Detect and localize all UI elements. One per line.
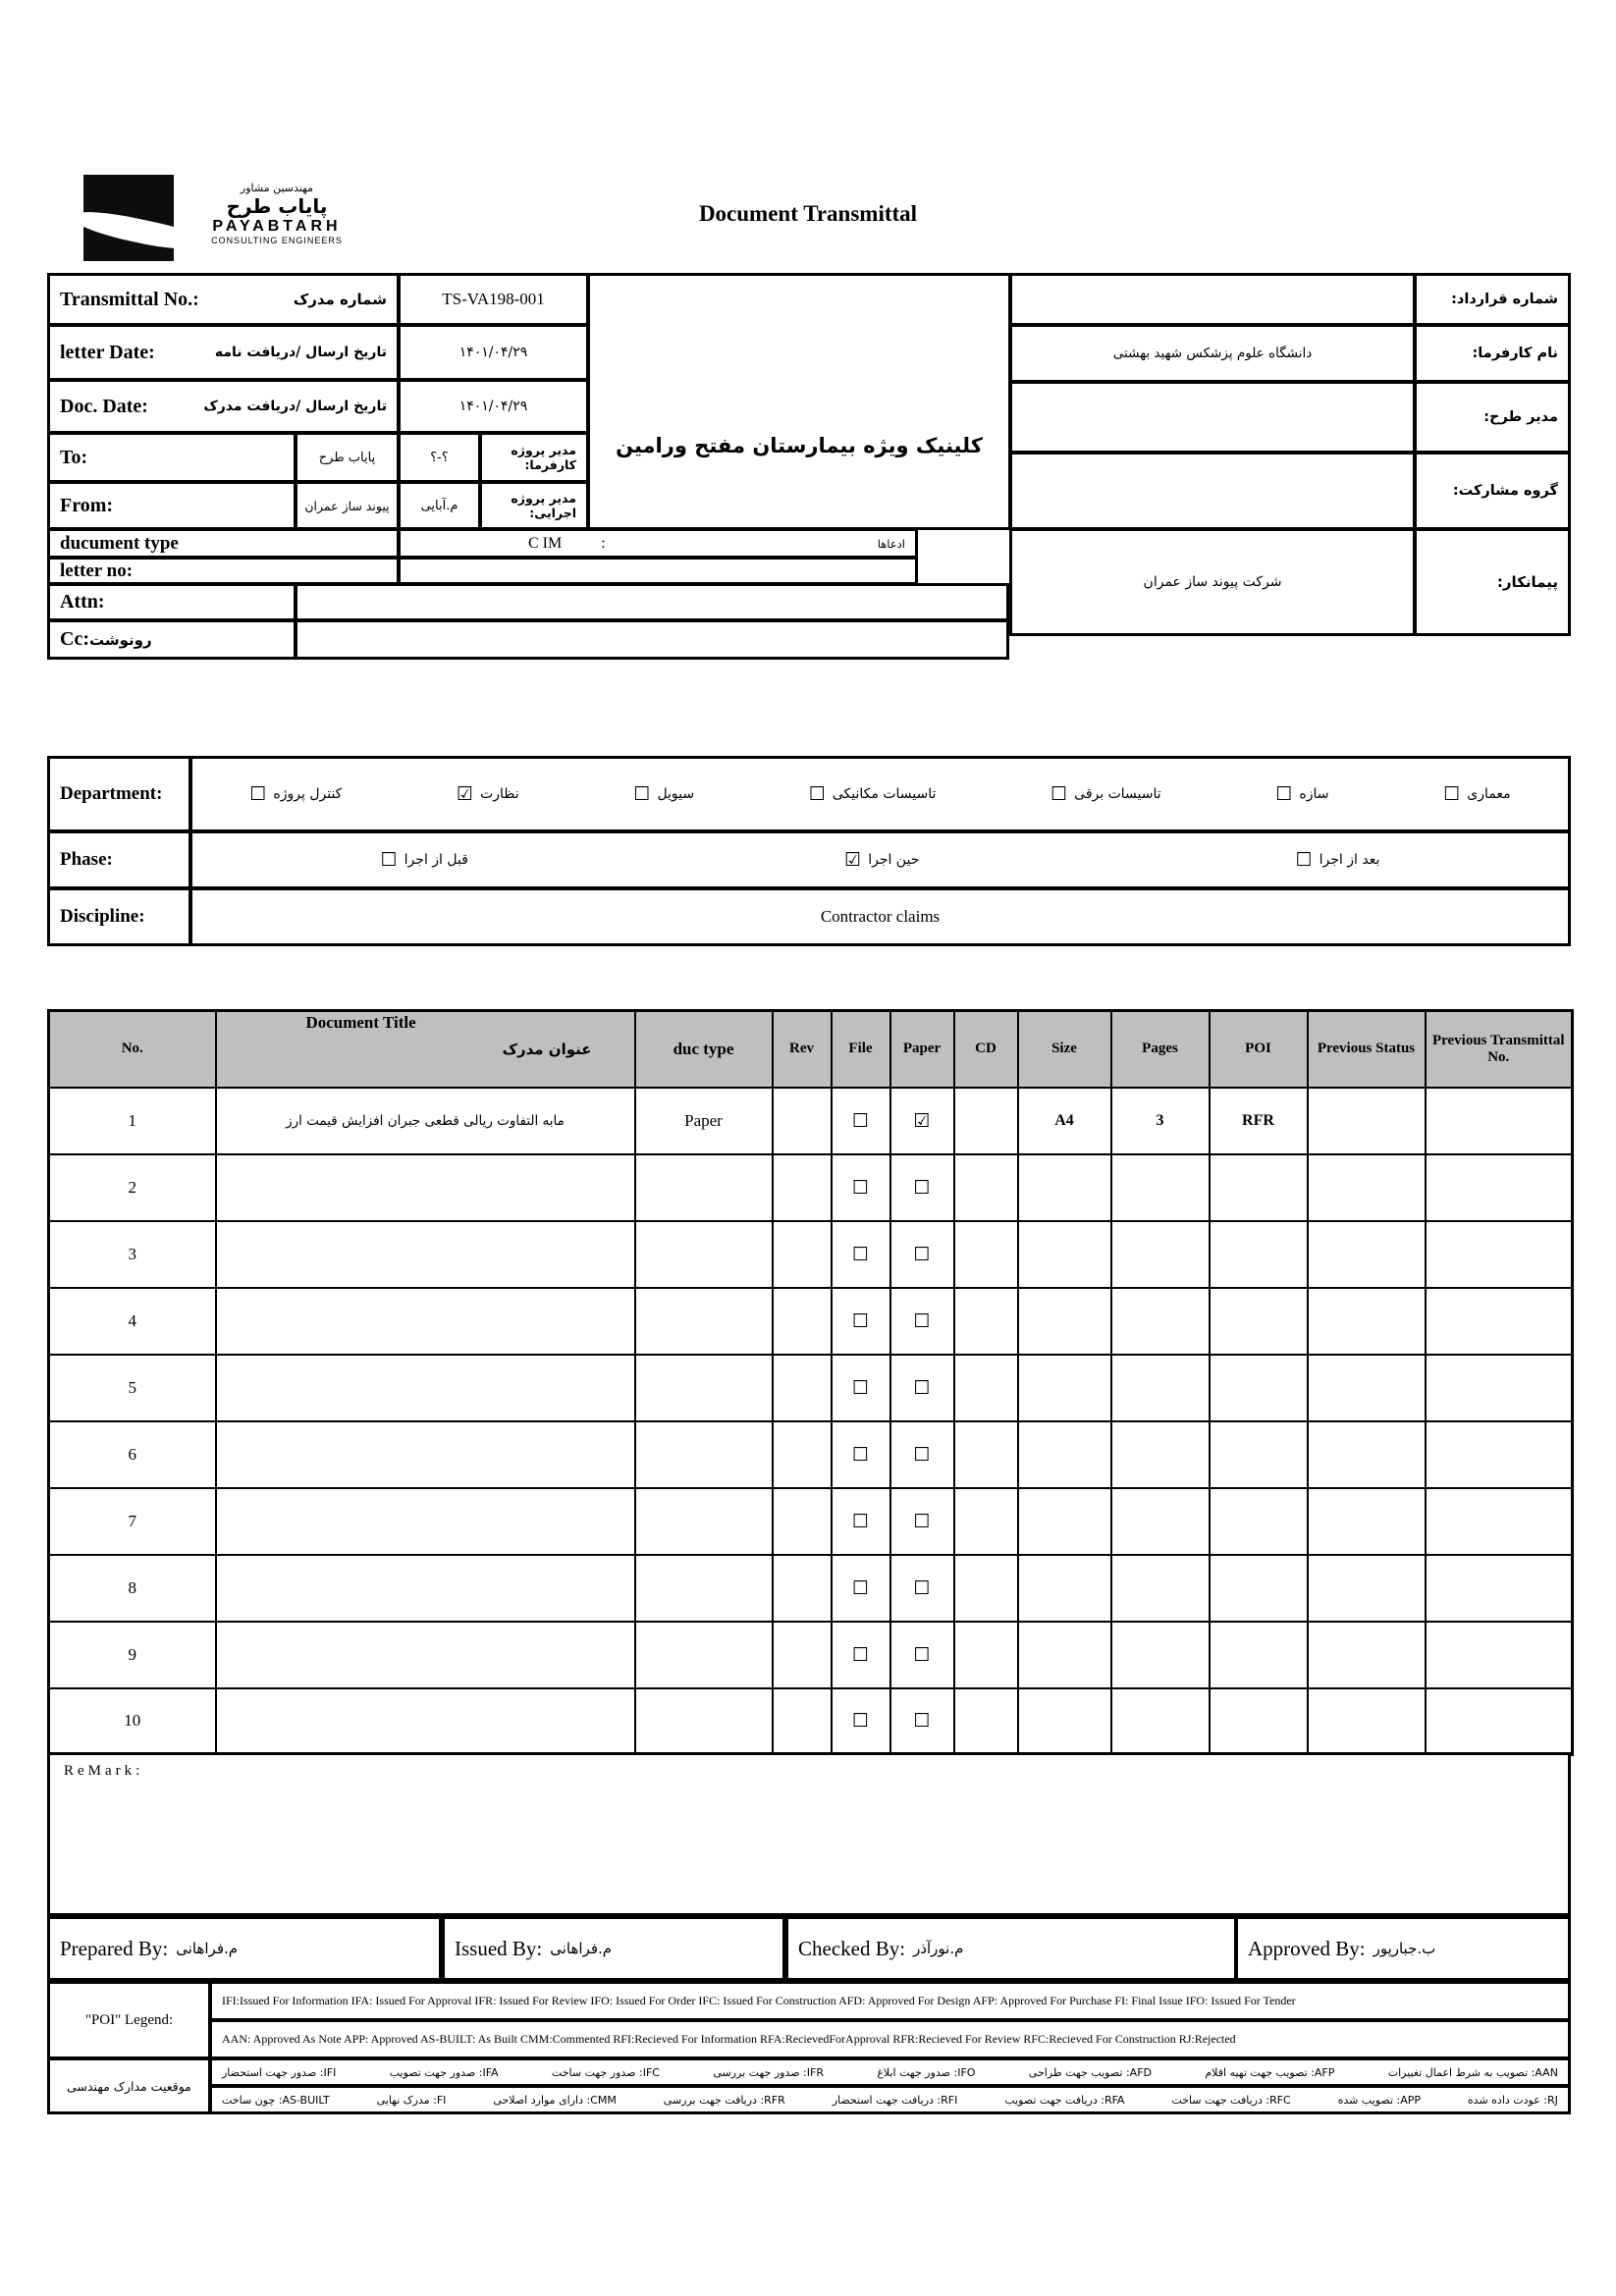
- poi-legend-fa-line2: AS-BUILT: چون ساخت FI: مدرک نهایی CMM: دارای موارد اصلاحی RFR: دریافت جهت بررسی RFI: دریافت جهت استحضار RFA: دریافت جهت تصویب RFC: دریافت جهت ساخت APP: تصویب شده RJ: عودت داده شده: [209, 2085, 1571, 2114]
- doc-cd: [954, 1421, 1018, 1488]
- ducument-type-value-cell: [398, 528, 918, 559]
- col-header-poi: POI: [1210, 1011, 1308, 1088]
- doc-title: [216, 1688, 635, 1755]
- checked-by-value: م.نورآذر: [913, 1940, 964, 1957]
- col-header-paper: Paper: [890, 1011, 954, 1088]
- approved-by-value: ب.جبارپور: [1373, 1940, 1436, 1957]
- doc-pages: [1111, 1421, 1210, 1488]
- col-header-title: Document Title عنوان مدرک: [216, 1011, 635, 1088]
- letter-date-label-fa: تاریخ ارسال /دریافت نامه: [214, 345, 387, 360]
- checkbox-checked-icon[interactable]: ☑: [844, 848, 862, 871]
- contract-no-value: [1009, 273, 1416, 326]
- doc-title: [216, 1555, 635, 1622]
- ducument-type-code: C IM: [528, 534, 563, 552]
- doc-cd: [954, 1622, 1018, 1688]
- doc-prev-transmittal: [1426, 1488, 1573, 1555]
- doc-cd: [954, 1355, 1018, 1421]
- doc-size: [1018, 1355, 1111, 1421]
- checked-by-cell: [785, 1916, 1237, 1981]
- transmittal-no-label-en: Transmittal No.:: [60, 288, 199, 310]
- approved-by-label: Approved By:: [1248, 1936, 1366, 1960]
- doc-no: 5: [49, 1355, 216, 1421]
- project-title-cell: [587, 273, 1011, 530]
- doc-cd: [954, 1221, 1018, 1288]
- doc-no: 8: [49, 1555, 216, 1622]
- table-row: [49, 1355, 1573, 1421]
- doc-poi: [1210, 1622, 1308, 1688]
- doc-pages: [1111, 1488, 1210, 1555]
- doc-pages: [1111, 1622, 1210, 1688]
- poi-legend-en-line1: IFI:Issued For Information IFA: Issued For Approval IFR: Issued For Review IFO: Issued For Order IFC: Issued For Construction AFD: Approved For Design AFP: Approved For Purchase FI: Final Issue IFO: Issued For Tender: [209, 1981, 1571, 2021]
- col-header-duc-type: duc type: [635, 1011, 773, 1088]
- logo-en-sub: CONSULTING ENGINEERS: [211, 236, 343, 246]
- design-manager-label: مدیر طرح:: [1414, 381, 1571, 454]
- doc-title: [216, 1154, 635, 1221]
- doc-no: 1: [49, 1088, 216, 1154]
- poi-legend-label: "POI" Legend:: [47, 1981, 211, 2059]
- file-checkbox[interactable]: ☐: [832, 1421, 890, 1488]
- doc-prev-status: [1308, 1288, 1426, 1355]
- contract-no-label: شماره قرارداد:: [1414, 273, 1571, 326]
- logo-fa-small: مهندسین مشاور: [240, 182, 314, 194]
- doc-poi: [1210, 1488, 1308, 1555]
- checkbox-icon[interactable]: ☐: [1443, 782, 1461, 805]
- doc-size: [1018, 1288, 1111, 1355]
- doc-size: [1018, 1688, 1111, 1755]
- file-checkbox[interactable]: ☐: [832, 1555, 890, 1622]
- client-label: نام کارفرما:: [1414, 324, 1571, 383]
- table-row: [49, 1688, 1573, 1755]
- to-value: پایاب طرح: [295, 432, 400, 483]
- from-role-label: مدیر پروژه اجرایی:: [479, 481, 589, 530]
- phase-item: ☑ حین اجرا: [844, 848, 920, 871]
- doc-prev-transmittal: [1426, 1555, 1573, 1622]
- checkbox-icon[interactable]: ☐: [249, 782, 267, 805]
- col-header-no: No.: [49, 1011, 216, 1088]
- doc-duc-type: [635, 1221, 773, 1288]
- doc-cd: [954, 1488, 1018, 1555]
- doc-poi: [1210, 1288, 1308, 1355]
- doc-cd: [954, 1288, 1018, 1355]
- paper-checkbox[interactable]: ☐: [890, 1488, 954, 1555]
- checkbox-icon[interactable]: ☐: [380, 848, 398, 871]
- ducument-type-value: ادعاها: [877, 536, 905, 551]
- paper-checkbox[interactable]: ☐: [890, 1355, 954, 1421]
- doc-title: [216, 1488, 635, 1555]
- doc-poi: [1210, 1421, 1308, 1488]
- doc-title: [216, 1355, 635, 1421]
- doc-prev-status: [1308, 1622, 1426, 1688]
- doc-prev-status: [1308, 1488, 1426, 1555]
- department-item: ☐ کنترل پروژه: [249, 782, 343, 805]
- cc-value: [295, 619, 1009, 660]
- col-header-cd: CD: [954, 1011, 1018, 1088]
- logo-en: PAYABTARH: [212, 217, 342, 235]
- doc-date-label-cell: [47, 379, 400, 434]
- letter-date-label-cell: [47, 324, 400, 381]
- design-manager-value: [1009, 381, 1416, 454]
- department-item: ☐ تاسیسات برقی: [1050, 782, 1161, 805]
- doc-rev: [773, 1488, 832, 1555]
- table-row: [49, 1288, 1573, 1355]
- col-header-size: Size: [1018, 1011, 1111, 1088]
- department-item: ☐ سیویل: [633, 782, 695, 805]
- paper-checkbox[interactable]: ☐: [890, 1154, 954, 1221]
- doc-no: 6: [49, 1421, 216, 1488]
- poi-legend-en-line2: AAN: Approved As Note APP: Approved AS-BUILT: As Built CMM:Commented RFI:Recieved For Information RFA:RecievedForApproval RFR:Recieved For Review RFC:Recieved For Construction RJ:Rejected: [209, 2019, 1571, 2059]
- paper-checkbox[interactable]: ☐: [890, 1622, 954, 1688]
- department-items-row: [189, 756, 1571, 832]
- checkbox-icon[interactable]: ☐: [633, 782, 651, 805]
- department-item: ☐ سازه: [1275, 782, 1329, 805]
- doc-duc-type: Paper: [635, 1088, 773, 1154]
- issued-by-cell: [442, 1916, 785, 1981]
- department-item: ☑ نظارت: [457, 782, 519, 805]
- doc-rev: [773, 1088, 832, 1154]
- partnership-label: گروه مشارکت:: [1414, 452, 1571, 530]
- doc-size: [1018, 1555, 1111, 1622]
- department-item: ☐ معماری: [1443, 782, 1511, 805]
- client-value: دانشگاه علوم پزشکس شهید بهشتی: [1009, 324, 1416, 383]
- doc-title: مابه التفاوت ریالی قطعی جبران افزایش قیمت ارز: [216, 1088, 635, 1154]
- ducument-type-label: ducument type: [47, 528, 400, 559]
- table-row: [49, 1421, 1573, 1488]
- doc-pages: [1111, 1688, 1210, 1755]
- doc-duc-type: [635, 1288, 773, 1355]
- letter-no-label: letter no:: [47, 557, 400, 585]
- doc-prev-transmittal: [1426, 1688, 1573, 1755]
- approved-by-cell: [1235, 1916, 1571, 1981]
- partnership-value: [1009, 452, 1416, 530]
- doc-rev: [773, 1355, 832, 1421]
- doc-duc-type: [635, 1488, 773, 1555]
- doc-status-label: موقعیت مدارک مهندسی: [47, 2057, 211, 2114]
- paper-checkbox[interactable]: ☐: [890, 1688, 954, 1755]
- transmittal-no-value: TS-VA198-001: [398, 273, 589, 326]
- doc-title: [216, 1622, 635, 1688]
- doc-prev-transmittal: [1426, 1421, 1573, 1488]
- doc-prev-transmittal: [1426, 1355, 1573, 1421]
- contractor-value: شرکت پیوند ساز عمران: [1009, 528, 1416, 636]
- doc-date-label-fa: تاریخ ارسال /دریافت مدرک: [203, 399, 387, 414]
- phase-item: ☐ بعد از اجرا: [1295, 848, 1380, 871]
- department-item: ☐ تاسیسات مکانیکی: [808, 782, 937, 805]
- doc-pages: [1111, 1355, 1210, 1421]
- file-checkbox[interactable]: ☐: [832, 1688, 890, 1755]
- doc-size: [1018, 1622, 1111, 1688]
- ducument-type-colon: :: [601, 534, 606, 552]
- doc-rev: [773, 1555, 832, 1622]
- doc-rev: [773, 1421, 832, 1488]
- transmittal-no-label-cell: [47, 273, 400, 326]
- issued-by-value: م.فراهانی: [550, 1940, 613, 1957]
- doc-rev: [773, 1622, 832, 1688]
- doc-rev: [773, 1221, 832, 1288]
- doc-prev-status: [1308, 1555, 1426, 1622]
- doc-prev-status: [1308, 1221, 1426, 1288]
- letter-date-value: ۱۴۰۱/۰۴/۲۹: [398, 324, 589, 381]
- doc-rev: [773, 1688, 832, 1755]
- doc-rev: [773, 1154, 832, 1221]
- file-checkbox[interactable]: ☐: [832, 1154, 890, 1221]
- doc-prev-transmittal: [1426, 1622, 1573, 1688]
- doc-cd: [954, 1555, 1018, 1622]
- doc-title: [216, 1288, 635, 1355]
- col-header-pages: Pages: [1111, 1011, 1210, 1088]
- doc-pages: [1111, 1221, 1210, 1288]
- file-checkbox[interactable]: ☐: [832, 1355, 890, 1421]
- doc-no: 7: [49, 1488, 216, 1555]
- doc-cd: [954, 1688, 1018, 1755]
- file-checkbox[interactable]: ☐: [832, 1622, 890, 1688]
- cc-label-en: Cc:: [60, 628, 89, 650]
- doc-no: 2: [49, 1154, 216, 1221]
- file-checkbox[interactable]: ☐: [832, 1488, 890, 1555]
- checkbox-icon[interactable]: ☐: [1295, 848, 1313, 871]
- doc-cd: [954, 1088, 1018, 1154]
- attn-value: [295, 583, 1009, 621]
- to-role-label: مدیر پروژه کارفرما:: [479, 432, 589, 483]
- issued-by-label: Issued By:: [455, 1936, 543, 1960]
- phase-label: Phase:: [47, 830, 191, 889]
- prepared-by-cell: [47, 1916, 442, 1981]
- doc-duc-type: [635, 1421, 773, 1488]
- transmittal-no-label-fa: شماره مدرک: [293, 291, 387, 308]
- doc-duc-type: [635, 1688, 773, 1755]
- table-row: [49, 1555, 1573, 1622]
- doc-pages: 3: [1111, 1088, 1210, 1154]
- discipline-value: Contractor claims: [189, 887, 1571, 946]
- checkbox-icon[interactable]: ☐: [1050, 782, 1068, 805]
- table-header-row: [49, 1011, 1573, 1088]
- department-label: Department:: [47, 756, 191, 832]
- col-header-file: File: [832, 1011, 890, 1088]
- col-header-prev-transmittal: Previous Transmittal No.: [1426, 1011, 1573, 1088]
- doc-prev-status: [1308, 1088, 1426, 1154]
- doc-size: A4: [1018, 1088, 1111, 1154]
- doc-rev: [773, 1288, 832, 1355]
- doc-size: [1018, 1221, 1111, 1288]
- doc-poi: [1210, 1555, 1308, 1622]
- doc-prev-status: [1308, 1688, 1426, 1755]
- letter-no-value: [398, 557, 918, 585]
- attn-label: Attn:: [47, 583, 296, 621]
- checkbox-checked-icon[interactable]: ☑: [457, 782, 474, 805]
- table-row: [49, 1221, 1573, 1288]
- checkbox-icon[interactable]: ☐: [808, 782, 826, 805]
- doc-poi: [1210, 1355, 1308, 1421]
- from-label: From:: [47, 481, 296, 530]
- table-row: [49, 1622, 1573, 1688]
- doc-poi: [1210, 1221, 1308, 1288]
- contractor-label: پیمانکار:: [1414, 528, 1571, 636]
- table-row: [49, 1488, 1573, 1555]
- doc-size: [1018, 1154, 1111, 1221]
- paper-checkbox[interactable]: ☐: [890, 1221, 954, 1288]
- from-value: پیوند ساز عمران: [295, 481, 400, 530]
- project-title: کلینیک ویژه بیمارستان مفتح ورامین: [616, 434, 983, 457]
- doc-date-value: ۱۴۰۱/۰۴/۲۹: [398, 379, 589, 434]
- prepared-by-label: Prepared By:: [60, 1936, 169, 1960]
- phase-items-row: [189, 830, 1571, 889]
- doc-size: [1018, 1421, 1111, 1488]
- doc-no: 3: [49, 1221, 216, 1288]
- cc-label-fa: رونوشت: [88, 630, 152, 649]
- doc-pages: [1111, 1154, 1210, 1221]
- doc-prev-transmittal: [1426, 1288, 1573, 1355]
- checkbox-icon[interactable]: ☐: [1275, 782, 1293, 805]
- remark-label: ReMark:: [64, 1763, 144, 1779]
- paper-checkbox[interactable]: ☐: [890, 1288, 954, 1355]
- col-header-prev-status: Previous Status: [1308, 1011, 1426, 1088]
- doc-poi: RFR: [1210, 1088, 1308, 1154]
- checked-by-label: Checked By:: [798, 1936, 906, 1960]
- doc-duc-type: [635, 1154, 773, 1221]
- paper-checkbox[interactable]: ☑: [890, 1088, 954, 1154]
- to-label: To:: [47, 432, 296, 483]
- col-header-rev: Rev: [773, 1011, 832, 1088]
- doc-cd: [954, 1154, 1018, 1221]
- remark-cell: [47, 1752, 1571, 1916]
- doc-no: 9: [49, 1622, 216, 1688]
- doc-poi: [1210, 1154, 1308, 1221]
- page-title: Document Transmittal: [698, 201, 918, 226]
- doc-size: [1018, 1488, 1111, 1555]
- table-row: [49, 1154, 1573, 1221]
- doc-duc-type: [635, 1622, 773, 1688]
- doc-pages: [1111, 1288, 1210, 1355]
- cc-label-cell: [47, 619, 296, 660]
- doc-pages: [1111, 1555, 1210, 1622]
- paper-checkbox[interactable]: ☐: [890, 1555, 954, 1622]
- doc-duc-type: [635, 1355, 773, 1421]
- doc-prev-status: [1308, 1355, 1426, 1421]
- logo-fa-big: پایاب طرح: [226, 193, 328, 218]
- doc-title: [216, 1221, 635, 1288]
- doc-title: [216, 1421, 635, 1488]
- doc-date-label-en: Doc. Date:: [60, 395, 148, 417]
- doc-duc-type: [635, 1555, 773, 1622]
- doc-prev-status: [1308, 1154, 1426, 1221]
- doc-prev-transmittal: [1426, 1154, 1573, 1221]
- to-code: ؟-؟: [398, 432, 481, 483]
- doc-no: 10: [49, 1688, 216, 1755]
- documents-table: [47, 1009, 1574, 1756]
- from-code: م.آبایی: [398, 481, 481, 530]
- paper-checkbox[interactable]: ☐: [890, 1421, 954, 1488]
- file-checkbox[interactable]: ☐: [832, 1221, 890, 1288]
- discipline-label: Discipline:: [47, 887, 191, 946]
- doc-prev-transmittal: [1426, 1221, 1573, 1288]
- prepared-by-value: م.فراهانی: [176, 1940, 239, 1957]
- file-checkbox[interactable]: ☐: [832, 1088, 890, 1154]
- phase-item: ☐ قبل از اجرا: [380, 848, 468, 871]
- doc-poi: [1210, 1688, 1308, 1755]
- letter-date-label-en: letter Date:: [60, 341, 155, 363]
- table-row: [49, 1088, 1573, 1154]
- doc-no: 4: [49, 1288, 216, 1355]
- doc-prev-status: [1308, 1421, 1426, 1488]
- file-checkbox[interactable]: ☐: [832, 1288, 890, 1355]
- doc-prev-transmittal: [1426, 1088, 1573, 1154]
- poi-legend-fa-line1: IFI: صدور جهت استحضار IFA: صدور جهت تصویب IFC: صدور جهت ساخت IFR: صدور جهت بررسی IFO: صدور جهت ابلاغ AFD: تصویب جهت طراحی AFP: تصویب جهت تهیه اقلام AAN: تصویب به شرط اعمال تغییرات: [209, 2057, 1571, 2087]
